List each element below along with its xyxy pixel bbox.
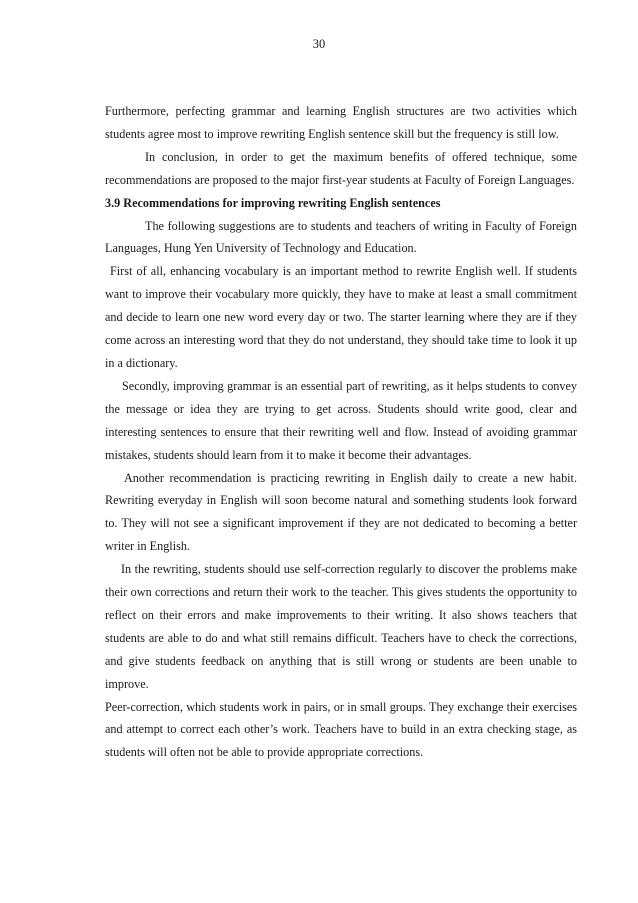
paragraph-daily-practice: Another recommendation is practicing rewriting in English daily to create a new habit. Rewriting everyday in English will soon become natural and something students look forward to. They will not see a significant improvement if they are not dedicated to becoming a better writer in English. <box>105 470 577 554</box>
paragraph-grammar-structures: Furthermore, perfecting grammar and learning English structures are two activities which students agree most to improve rewriting English sentence skill but the frequency is still low. <box>105 104 577 141</box>
paragraph-grammar: Secondly, improving grammar is an essential part of rewriting, as it helps students to convey the message or idea they are trying to get across. Students should write good, clear and interesting sentences to ensure that their rewriting well and flow. Instead of avoiding grammar mistakes, students should learn from it to make it become their advantages. <box>105 378 577 462</box>
page-number: 30 <box>312 37 326 51</box>
paragraph-peer-correction: Peer-correction, which students work in pairs, or in small groups. They exchange their exercises and attempt to correct each other’s work. Teachers have to build in an extra checking stage, as students will often not be able to provide appropriate corrections. <box>105 699 577 760</box>
paragraph-vocabulary: First of all, enhancing vocabulary is an important method to rewrite English well. If students want to improve their vocabulary more quickly, they have to make at least a small commitment and decide to learn one new word every day or two. The starter learning where they are if they come across an interesting word that they do not understand, they should take time to look it up in a dictionary. <box>105 264 577 370</box>
document-body <box>105 100 577 764</box>
paragraph-conclusion: In conclusion, in order to get the maximum benefits of offered technique, some recommendations are proposed to the major first-year students at Faculty of Foreign Languages. <box>105 149 577 187</box>
paragraph-suggestions-intro: The following suggestions are to students and teachers of writing in Faculty of Foreign Languages, Hung Yen University of Technology and Education. <box>105 218 577 256</box>
section-heading: 3.9 Recommendations for improving rewriting English sentences <box>105 195 441 210</box>
paragraph-self-correction: In the rewriting, students should use self-correction regularly to discover the problems make their own corrections and return their work to the teacher. This gives students the opportunity to reflect on their errors and make improvements to their writing. It also shows teachers that students are able to do and what still remains difficult. Teachers have to check the corrections, and give students feedback on anything that is still wrong or students are been unable to improve. <box>105 562 577 691</box>
